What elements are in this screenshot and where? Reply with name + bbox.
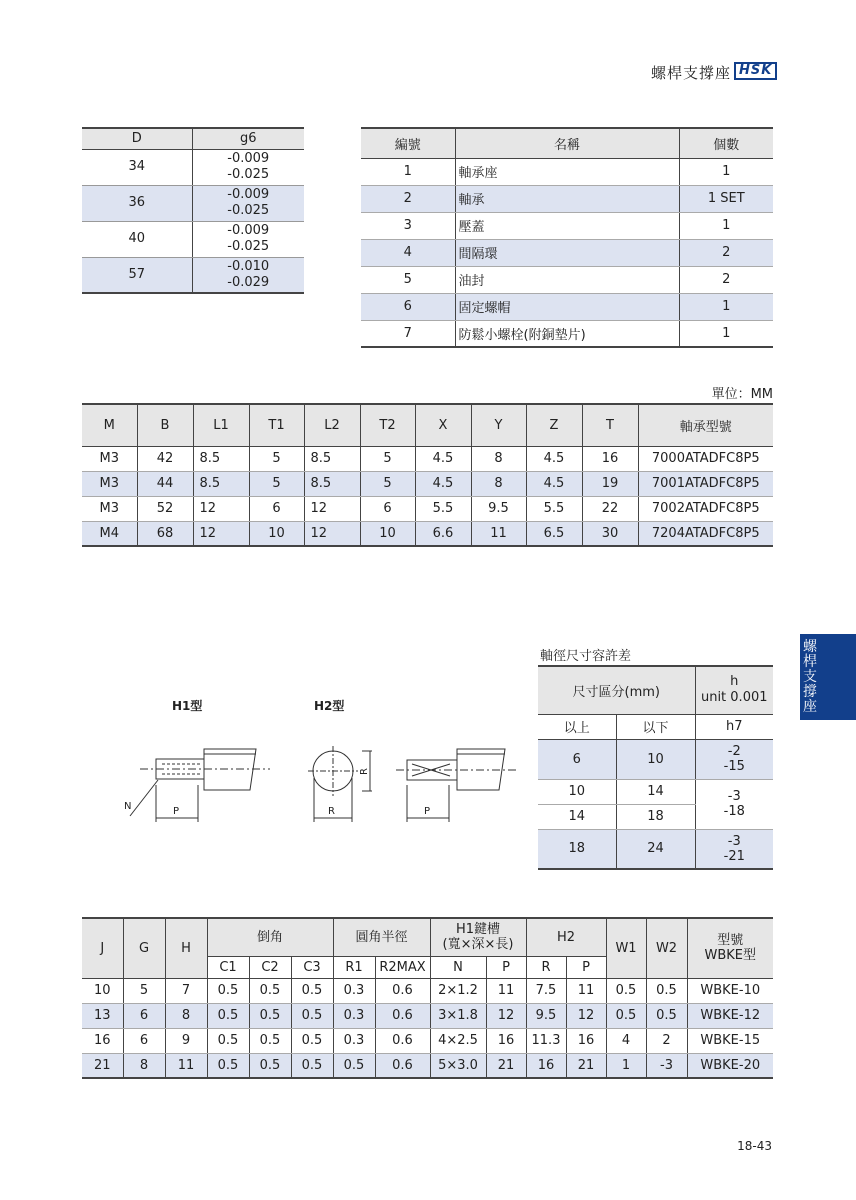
table-row: 16 6 9 0.5 0.5 0.5 0.3 0.6 4×2.5 16 11.3 16 4 2 WBKE-15	[82, 1028, 773, 1053]
col-header: M	[82, 404, 137, 446]
table-row: 34 -0.009 -0.025	[82, 149, 304, 185]
dim-r-label-side: R	[358, 768, 370, 775]
col-fillet-radius: 圓角半徑	[333, 918, 430, 956]
col-w1: W1	[606, 918, 646, 978]
col-header: 軸承型號	[638, 404, 773, 446]
col-h: h unit 0.001	[695, 666, 773, 714]
h2-type-label: H2型	[314, 699, 345, 713]
table-row: M3 44 8.5 5 8.5 5 4.5 8 4.5 19 7001ATADFC8P5	[82, 471, 773, 496]
dim-r-label-bottom: R	[328, 806, 335, 817]
shaft-tolerance-h7-table	[538, 665, 773, 870]
col-d: D	[82, 128, 192, 149]
col-above: 以上	[538, 714, 616, 739]
table-row: 14 18	[538, 804, 773, 829]
col-size-range: 尺寸區分(mm)	[538, 666, 695, 714]
table-row: 2 軸承 1 SET	[361, 185, 773, 212]
col-g: G	[123, 918, 165, 978]
col-below: 以下	[616, 714, 695, 739]
dim-p-label-h2: P	[424, 806, 431, 817]
table-row: 3 壓蓋 1	[361, 212, 773, 239]
hsk-logo: HSK	[734, 62, 777, 80]
table-row: 40 -0.009 -0.025	[82, 221, 304, 257]
table-row: 4 間隔環 2	[361, 239, 773, 266]
col-header: X	[415, 404, 471, 446]
table-row: 7 防鬆小螺栓(附銅墊片) 1	[361, 320, 773, 347]
table-row: 18 24 -3 -21	[538, 829, 773, 869]
col-h: H	[165, 918, 207, 978]
table-row: M3 42 8.5 5 8.5 5 4.5 8 4.5 16 7000ATADFC8P5	[82, 446, 773, 471]
col-w2: W2	[646, 918, 687, 978]
tolerance-table-title: 軸徑尺寸容許差	[540, 649, 632, 664]
col-header: L2	[304, 404, 360, 446]
chapter-side-tab[interactable]	[800, 634, 856, 720]
h1-type-label: H1型	[172, 699, 203, 713]
col-header: Y	[471, 404, 526, 446]
col-quantity: 個數	[679, 128, 773, 158]
wbke-shaft-end-table: J G H 倒角 圓角半徑 H1鍵槽 (寬×深×長) H2 W1 W2 型號 WBKE型 C1 C2 C3 R1 R2MAX N P R P 10 5 7 0.5 0.5 0.5 0.3 0.6 2×1.2 11 7.5 11 0.5 0.5 WBKE-10 13 6 8 0.5 0.5 0.5 0.3 0.6 3×1.8 12 9.5 12 0.5 0.5 WBKE-12 16 6 9 0.5 0.5 0.5 0.3 0.6 4×2.5 16 11.3 16 4 2 WBKE-15 21 8 11 0.5 0.5 0.5 0.5 0.6 5×3.0 21 16 21 1 -3 WBKE-20	[82, 917, 773, 1079]
col-model: 型號 WBKE型	[687, 918, 773, 978]
col-h2: H2	[526, 918, 606, 956]
page-number: 18-43	[737, 1139, 772, 1153]
table-row: 1 軸承座 1	[361, 158, 773, 185]
col-header: T2	[360, 404, 415, 446]
table-row: 6 固定螺帽 1	[361, 293, 773, 320]
shaft-end-drawings	[100, 730, 520, 830]
shaft-tolerance-g6-table	[82, 127, 304, 294]
table-row: 10 14 -3 -18	[538, 779, 773, 804]
col-header: L1	[193, 404, 249, 446]
col-h1-keyway: H1鍵槽 (寬×深×長)	[430, 918, 526, 956]
col-header: B	[137, 404, 193, 446]
side-tab-label: 螺 桿 支 撐 座	[803, 639, 817, 715]
table-row: 6 10 -2 -15	[538, 739, 773, 779]
table-row: 36 -0.009 -0.025	[82, 185, 304, 221]
page-header-title: 螺桿支撐座	[650, 64, 731, 82]
table-row: M3 52 12 6 12 6 5.5 9.5 5.5 22 7002ATADFC8P5	[82, 496, 773, 521]
table-row: 10 5 7 0.5 0.5 0.5 0.3 0.6 2×1.2 11 7.5 11 0.5 0.5 WBKE-10	[82, 978, 773, 1003]
col-chamfer: 倒角	[207, 918, 333, 956]
table-row: 57 -0.010 -0.029	[82, 257, 304, 293]
col-h7: h7	[695, 714, 773, 739]
col-name: 名稱	[455, 128, 679, 158]
dim-p-label-h1: P	[173, 806, 180, 817]
dim-n-label: N	[124, 801, 132, 812]
unit-label: 單位：MM	[711, 387, 773, 402]
col-header: Z	[526, 404, 582, 446]
col-g6: g6	[192, 128, 304, 149]
dimensions-table	[82, 403, 773, 547]
table-row: 5 油封 2	[361, 266, 773, 293]
col-number: 編號	[361, 128, 455, 158]
col-j: J	[82, 918, 123, 978]
table-row: 13 6 8 0.5 0.5 0.5 0.3 0.6 3×1.8 12 9.5 12 0.5 0.5 WBKE-12	[82, 1003, 773, 1028]
table-row: 21 8 11 0.5 0.5 0.5 0.5 0.6 5×3.0 21 16 21 1 -3 WBKE-20	[82, 1053, 773, 1078]
table-row: M4 68 12 10 12 10 6.6 11 6.5 30 7204ATADFC8P5	[82, 521, 773, 546]
parts-list-table	[361, 127, 773, 348]
col-header: T	[582, 404, 638, 446]
col-header: T1	[249, 404, 304, 446]
